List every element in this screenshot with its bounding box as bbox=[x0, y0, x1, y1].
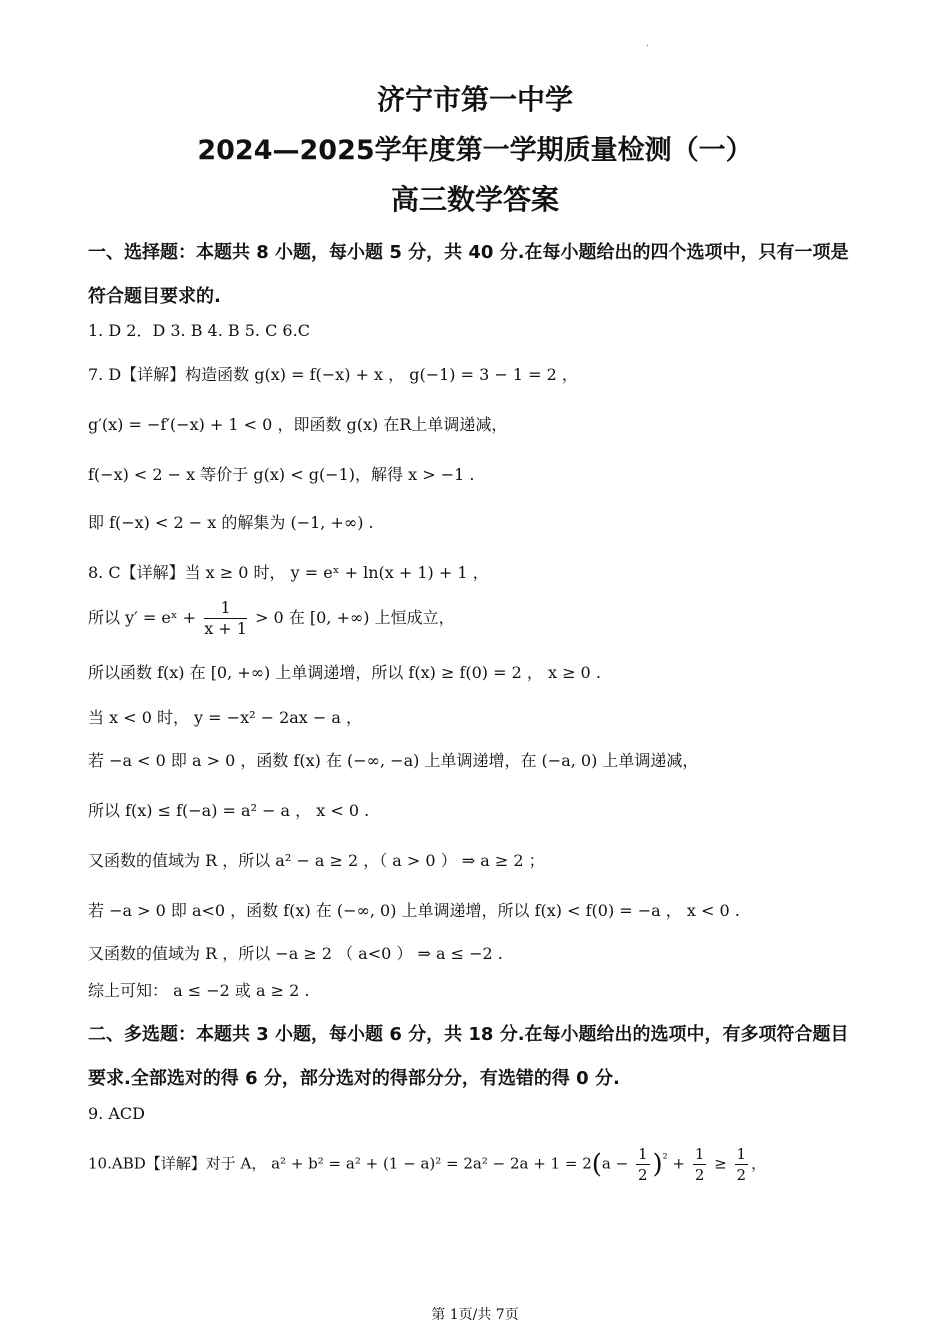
q10-fraction-1 bbox=[636, 1144, 650, 1185]
q7-line1: 7. D【详解】构造函数 g(x) = f(−x) + x ， g(−1) = 3 − 1 = 2 ， bbox=[88, 365, 578, 384]
q10-comma: ， bbox=[751, 1154, 767, 1173]
section2-heading-line2: 要求.全部选对的得 6 分，部分选对的得部分分，有选错的得 0 分. bbox=[88, 1068, 620, 1089]
right-paren: ) bbox=[652, 1149, 663, 1180]
q8-line6: 所以 f(x) ≤ f(−a) = a² − a ， x < 0 . bbox=[88, 801, 370, 820]
q7-line4: 即 f(−x) < 2 − x 的解集为 (−1, +∞) . bbox=[88, 513, 374, 532]
q10-frac2-num: 1 bbox=[694, 1145, 705, 1163]
q7-line3: f(−x) < 2 − x 等价于 g(x) < g(−1)，解得 x > −1 . bbox=[88, 465, 475, 484]
q10-prefix: 10.ABD【详解】对于 A， a² + b² = a² + (1 − a)² = 2a² − 2a + 1 = 2 bbox=[88, 1154, 592, 1173]
q10-square: ² bbox=[662, 1150, 668, 1166]
q8-line9: 又函数的值域为 R ，所以 −a ≥ 2 （ a<0 ） ⇒ a ≤ −2 . bbox=[88, 944, 503, 963]
page-footer: 第 1页/共 7页 bbox=[431, 1307, 519, 1323]
section1-heading-line1: 一、选择题：本题共 8 小题，每小题 5 分，共 40 分.在每小题给出的四个选项中，只有一项是 bbox=[88, 242, 849, 263]
q10-frac1-den: 2 bbox=[637, 1166, 648, 1184]
section1-heading-line2: 符合题目要求的. bbox=[88, 286, 221, 307]
q8-fraction-numerator: 1 bbox=[204, 598, 247, 619]
q10-frac3-num: 1 bbox=[736, 1145, 747, 1163]
q10-frac3-den: 2 bbox=[736, 1166, 747, 1184]
q9-answer: 9. ACD bbox=[88, 1104, 145, 1123]
q10-line1 bbox=[88, 1144, 878, 1185]
q10-frac1-num: 1 bbox=[637, 1145, 648, 1163]
q8-line10: 综上可知： a ≤ −2 或 a ≥ 2 . bbox=[88, 981, 310, 1000]
q8-fraction bbox=[204, 598, 247, 639]
answers-1-6: 1. D 2．D 3. B 4. B 5. C 6.C bbox=[88, 321, 310, 340]
q8-line3: 所以函数 f(x) 在 [0, +∞) 上单调递增，所以 f(x) ≥ f(0) = 2 ， x ≥ 0 . bbox=[88, 663, 601, 682]
q10-fraction-2 bbox=[693, 1144, 707, 1185]
school-title: 济宁市第一中学 bbox=[376, 83, 573, 116]
q8-line1: 8. C【详解】当 x ≥ 0 时， y = eˣ + ln(x + 1) + 1 ， bbox=[88, 563, 489, 582]
exam-title: 2024—2025学年度第一学期质量检测（一） bbox=[197, 135, 753, 166]
q8-fraction-denominator: x + 1 bbox=[204, 619, 247, 638]
q8-line7: 又函数的值域为 R ，所以 a² − a ≥ 2 ，（ a > 0 ） ⇒ a ≥ 2 ； bbox=[88, 851, 545, 870]
header-dot: . bbox=[646, 38, 650, 49]
section2-heading-line1: 二、多选题：本题共 3 小题，每小题 6 分，共 18 分.在每小题给出的选项中，有多项符合题目 bbox=[88, 1024, 849, 1045]
q8-line2-prefix: 所以 y′ = eˣ + bbox=[88, 608, 197, 627]
q10-frac2-den: 2 bbox=[694, 1166, 705, 1184]
q8-line4: 当 x < 0 时， y = −x² − 2ax − a ， bbox=[88, 708, 363, 727]
q10-a-minus: a − bbox=[601, 1154, 629, 1173]
q10-fraction-3 bbox=[735, 1144, 749, 1185]
subject-title: 高三数学答案 bbox=[390, 183, 559, 216]
q8-line2 bbox=[88, 598, 878, 639]
q8-line5: 若 −a < 0 即 a > 0 ，函数 f(x) 在 (−∞, −a) 上单调递增，在 (−a, 0) 上单调递减， bbox=[88, 751, 699, 770]
q7-line2: g′(x) = −f′(−x) + 1 < 0 ，即函数 g(x) 在R上单调递减， bbox=[88, 415, 508, 434]
q8-line8: 若 −a > 0 即 a<0 ，函数 f(x) 在 (−∞, 0) 上单调递增，所以 f(x) < f(0) = −a ， x < 0 . bbox=[88, 901, 740, 920]
left-paren: ( bbox=[591, 1149, 602, 1180]
q10-plus: + bbox=[672, 1154, 686, 1173]
q10-geq: ≥ bbox=[714, 1154, 727, 1173]
q8-line2-suffix: > 0 在 [0, +∞) 上恒成立， bbox=[255, 608, 455, 627]
